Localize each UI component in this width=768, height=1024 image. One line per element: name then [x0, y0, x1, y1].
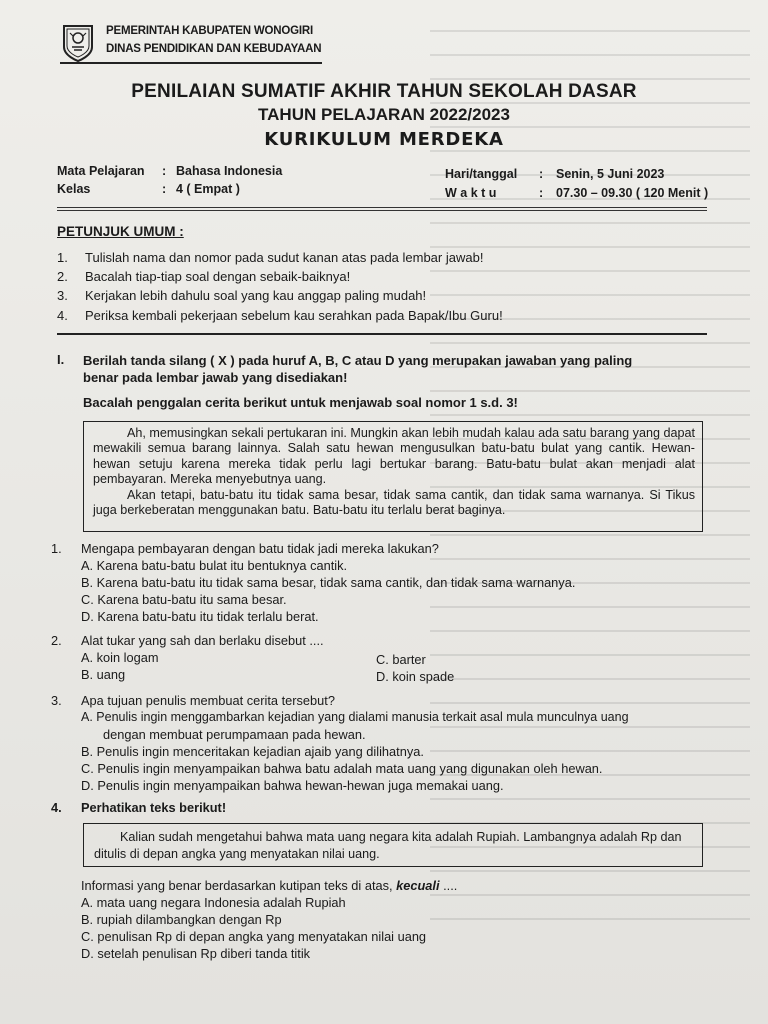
option-c: C. Penulis ingin menyampaikan bahwa batu adalah mata uang yang digunakan oleh hewan. — [81, 761, 603, 776]
option-a: A. Karena batu-batu bulat itu bentuknya cantik. — [81, 558, 348, 573]
class-label: Kelas — [57, 182, 91, 196]
class-value: 4 ( Empat ) — [176, 182, 240, 196]
divider — [57, 207, 707, 208]
time-value: 07.30 – 09.30 ( 120 Menit ) — [556, 186, 709, 200]
header-underline — [60, 62, 322, 64]
story-box — [83, 421, 703, 532]
time-label: W a k t u — [445, 186, 497, 200]
list-item: 3. Kerjakan lebih dahulu soal yang kau anggap paling mudah! — [57, 288, 427, 304]
divider — [57, 333, 707, 335]
list-item: 1. Tulislah nama dan nomor pada sudut kanan atas pada lembar jawab! — [57, 250, 484, 266]
colon: : — [162, 182, 167, 196]
department-name: DINAS PENDIDIKAN DAN KEBUDAYAAN — [106, 43, 322, 55]
option-d: D. Penulis ingin menyampaikan bahwa hewan-hewan juga memakai uang. — [81, 778, 504, 793]
instructions-list — [57, 248, 503, 325]
subject-value: Bahasa Indonesia — [176, 164, 283, 178]
story-paragraph: Akan tetapi, batu-batu itu tidak sama besar, tidak sama cantik, dan tidak sama warnanya. Si Tikus juga berkeberatan menggunakan batu. Batu-batu itu terlalu berat baginya. — [93, 487, 695, 518]
list-item: 2. Bacalah tiap-tiap soal dengan sebaik-baiknya! — [57, 269, 351, 285]
colon: : — [162, 164, 167, 178]
question-4-prompt: Informasi yang benar berdasarkan kutipan teks di atas, kecuali .... — [81, 878, 458, 893]
academic-year: TAHUN PELAJARAN 2022/2023 — [258, 105, 510, 124]
date-value: Senin, 5 Juni 2023 — [556, 167, 665, 181]
option-a: A. koin logam — [81, 650, 159, 665]
exam-page: PEMERINTAH KABUPATEN WONOGIRI DINAS PENDIDIKAN DAN KEBUDAYAAN PENILAIAN SUMATIF AKHIR TAHUN SEKOLAH DASAR TAHUN PELAJARAN 2022/2023 KURIKULUM MERDEKA Mata Pelajaran : Bahasa Indonesia Kelas : 4 ( Empat ) Hari/tanggal : Senin, 5 Juni 2023 W a k t u : 07.30 – 09.30 ( 120 Menit ) PETUNJUK UMUM : 1. Tulislah nama dan nomor pada sudut kanan atas pada lembar jawab! 2. Bacalah tiap-tiap soal dengan sebaik-baiknya! 3. Kerjakan lebih dahulu soal yang kau anggap paling mudah! 4. Periksa kembali pekerjaan sebelum kau serahkan pada Bapak/Ibu Guru! I. Berilah tanda silang ( X ) pada huruf A, B, C atau D yang merupakan jawaban yang paling benar pada lembar jawab yang disediakan! Bacalah penggalan cerita berikut untuk menjawab soal nomor 1 s.d. 3! Ah, memusingkan sekali pertukaran ini. Mungkin akan lebih mudah kalau ada satu barang yang dapat mewakili semua barang lainnya. Salah satu hewan mengusulkan batu-batu bulat yang cantik. Hewan-hewan setuju karena mereka tidak perlu lagi bertukar barang. Batu-batu bulat akan menjadi alat pembayaran. Mereka menyebutnya uang. Akan tetapi, batu-batu itu tidak sama besar, tidak sama cantik, dan tidak sama warnanya. Si Tikus juga berkeberatan menggunakan batu. Batu-batu itu terlalu berat baginya. 1. Mengapa pembayaran dengan batu tidak jadi mereka lakukan? A. Karena batu-batu bulat itu bentuknya cantik. B. Karena batu-batu itu tidak sama besar, tidak sama cantik, dan tidak sama warnanya. C. Karena batu-batu itu sama besar. D. Karena batu-batu itu tidak terlalu berat. 2. Alat tukar yang sah dan berlaku disebut .... A. koin logam B. uang C. barter D. koin spade 3. Apa tujuan penulis membuat cerita tersebut? A. Penulis ingin menggambarkan kejadian yang dialami manusia terkait asal mula munculnya uang dengan membuat perumpamaan pada hewan. B. Penulis ingin menceritakan kejadian ajaib yang dilihatnya. C. Penulis ingin menyampaikan bahwa batu adalah mata uang yang digunakan oleh hewan. D. Penulis ingin menyampaikan bahwa hewan-hewan juga memakai uang. 4. Perhatikan teks berikut! Kalian sudah mengetahui bahwa mata uang negara kita adalah Rupiah. Lambangnya adalah Rp dan ditulis di depan angka yang menyatakan nilai uang. Informasi yang benar berdasarkan kutipan teks di atas, kecuali .... A. mata uang negara Indonesia adalah Rupiah B. rupiah dilambangkan dengan Rp C. penulisan Rp di depan angka yang menyatakan nilai uang D. setelah penulisan Rp diberi tanda titik — [0, 0, 768, 1024]
option-b: B. rupiah dilambangkan dengan Rp — [81, 912, 282, 927]
date-label: Hari/tanggal — [445, 167, 518, 181]
regency-emblem-icon — [61, 23, 95, 63]
option-d: D. setelah penulisan Rp diberi tanda titik — [81, 946, 311, 961]
curriculum-title: KURIKULUM MERDEKA — [264, 129, 504, 150]
exam-title: PENILAIAN SUMATIF AKHIR TAHUN SEKOLAH DASAR — [131, 81, 637, 102]
option-a-continuation: dengan membuat perumpamaan pada hewan. — [103, 727, 366, 742]
option-c: C. barter — [376, 652, 426, 667]
quote-text: Kalian sudah mengetahui bahwa mata uang negara kita adalah Rupiah. Lambangnya adalah Rp dan ditulis di depan angka yang menyatakan nilai uang. — [94, 830, 682, 861]
subject-label: Mata Pelajaran — [57, 164, 145, 178]
colon: : — [539, 186, 544, 200]
instructions-heading: PETUNJUK UMUM : — [57, 224, 184, 239]
colon: : — [539, 167, 544, 181]
divider — [57, 210, 707, 211]
option-d: D. koin spade — [376, 669, 455, 684]
option-c: C. penulisan Rp di depan angka yang menyatakan nilai uang — [81, 929, 427, 944]
option-a: A. mata uang negara Indonesia adalah Rupiah — [81, 895, 346, 910]
quote-box — [83, 823, 703, 867]
option-b: B. uang — [81, 667, 126, 682]
option-b: B. Karena batu-batu itu tidak sama besar, tidak sama cantik, dan tidak sama warnanya. — [81, 575, 576, 590]
section-number: I. — [57, 352, 65, 367]
option-a: A. Penulis ingin menggambarkan kejadian yang dialami manusia terkait asal mula munculnya uang — [81, 710, 629, 724]
option-b: B. Penulis ingin menceritakan kejadian ajaib yang dilihatnya. — [81, 744, 424, 759]
option-c: C. Karena batu-batu itu sama besar. — [81, 592, 287, 607]
option-d: D. Karena batu-batu itu tidak terlalu berat. — [81, 609, 319, 624]
story-paragraph: Ah, memusingkan sekali pertukaran ini. Mungkin akan lebih mudah kalau ada satu barang yang dapat mewakili semua barang lainnya. Salah satu hewan mengusulkan batu-batu bulat yang cantik. Hewan-hewan setuju karena mereka tidak perlu lagi bertukar barang. Batu-batu bulat akan menjadi alat pembayaran. Mereka menyebutnya uang. — [93, 426, 695, 487]
government-name: PEMERINTAH KABUPATEN WONOGIRI — [106, 25, 313, 37]
list-item: 4. Periksa kembali pekerjaan sebelum kau serahkan pada Bapak/Ibu Guru! — [57, 307, 503, 323]
section-instruction: Berilah tanda silang ( X ) pada huruf A, B, C atau D yang merupakan jawaban yang paling benar pada lembar jawab yang disediakan! — [83, 353, 633, 385]
reading-instruction: Bacalah penggalan cerita berikut untuk menjawab soal nomor 1 s.d. 3! — [83, 395, 518, 410]
